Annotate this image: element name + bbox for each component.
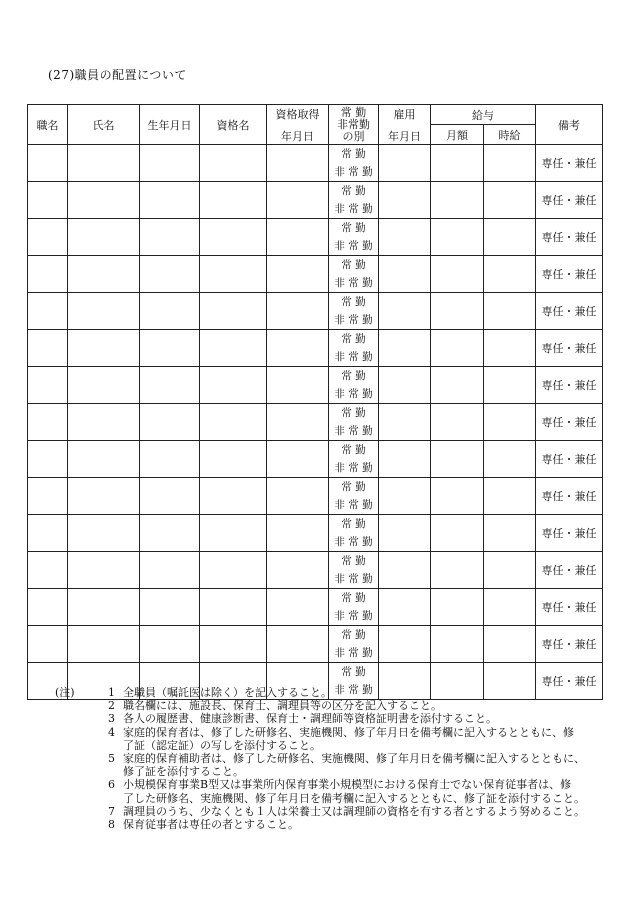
empty-cell — [431, 515, 484, 552]
empty-cell — [200, 182, 267, 219]
employment-type-cell — [329, 330, 379, 367]
employment-type-cell — [329, 182, 379, 219]
note-label — [55, 739, 93, 752]
empty-cell — [379, 552, 431, 589]
note-label — [55, 765, 93, 778]
empty-cell — [68, 404, 140, 441]
empty-cell — [379, 367, 431, 404]
type-fulltime-label: 常 勤 — [341, 444, 366, 456]
note-text: 調理員のうち、少なくとも１人は栄養士又は調理師の資格を有する者とするよう努めること。 — [123, 804, 585, 818]
employment-type-cell — [329, 256, 379, 293]
empty-cell — [379, 145, 431, 182]
empty-cell — [267, 293, 329, 330]
type-fulltime-label: 常 勤 — [341, 185, 366, 197]
remarks-cell: 専任・兼任 — [536, 219, 603, 256]
empty-cell — [267, 145, 329, 182]
note-number: 6 — [108, 778, 115, 792]
note-label — [55, 712, 93, 725]
type-parttime-label: 非 常 勤 — [334, 573, 373, 585]
empty-cell — [484, 330, 536, 367]
empty-cell — [431, 330, 484, 367]
remarks-cell: 専任・兼任 — [536, 293, 603, 330]
empty-cell — [484, 145, 536, 182]
type-fulltime-label: 常 勤 — [341, 666, 366, 678]
empty-cell — [379, 515, 431, 552]
section-title: (27)職員の配置について — [48, 68, 187, 82]
empty-cell — [28, 441, 68, 478]
empty-cell — [28, 515, 68, 552]
type-fulltime-label: 常 勤 — [341, 518, 366, 530]
note-line — [55, 752, 615, 765]
empty-cell — [28, 256, 68, 293]
empty-cell — [200, 515, 267, 552]
note-label: (注) — [55, 686, 75, 699]
note-text: 了証（認定証）の写しを添付すること。 — [123, 738, 321, 752]
table-row — [28, 404, 603, 441]
empty-cell — [379, 256, 431, 293]
note-number: 8 — [108, 818, 115, 832]
empty-cell — [140, 182, 200, 219]
empty-cell — [484, 404, 536, 441]
empty-cell — [431, 552, 484, 589]
empty-cell — [200, 404, 267, 441]
employment-type-cell — [329, 404, 379, 441]
type-parttime-label: 非 常 勤 — [334, 462, 373, 474]
employment-type-cell — [329, 367, 379, 404]
empty-cell — [68, 219, 140, 256]
empty-cell — [200, 145, 267, 182]
empty-cell — [200, 293, 267, 330]
empty-cell — [68, 367, 140, 404]
note-label — [55, 699, 93, 712]
note-line — [55, 712, 615, 725]
empty-cell — [379, 182, 431, 219]
empty-cell — [484, 478, 536, 515]
empty-cell — [140, 515, 200, 552]
empty-cell — [68, 182, 140, 219]
note-line — [55, 739, 615, 752]
empty-cell — [267, 589, 329, 626]
empty-cell — [200, 441, 267, 478]
table-row — [28, 478, 603, 515]
note-number: 2 — [108, 699, 115, 713]
notes — [55, 686, 615, 831]
type-fulltime-label: 常 勤 — [341, 407, 366, 419]
empty-cell — [28, 478, 68, 515]
empty-cell — [431, 256, 484, 293]
table-body — [28, 145, 603, 700]
header-hire-line1: 雇用 — [393, 107, 416, 121]
type-parttime-label: 非 常 勤 — [334, 314, 373, 326]
empty-cell — [267, 515, 329, 552]
note-number: 1 — [108, 686, 115, 699]
type-fulltime-label: 常 勤 — [341, 296, 366, 308]
empty-cell — [68, 256, 140, 293]
note-number — [93, 792, 123, 805]
employment-type-cell — [329, 293, 379, 330]
empty-cell — [267, 552, 329, 589]
note-line — [55, 778, 615, 791]
type-parttime-label: 非 常 勤 — [334, 425, 373, 437]
header-remarks: 備考 — [536, 105, 603, 145]
empty-cell — [431, 404, 484, 441]
note-label — [55, 726, 93, 739]
employment-type-cell — [329, 441, 379, 478]
employment-type-cell — [329, 626, 379, 663]
remarks-cell: 専任・兼任 — [536, 182, 603, 219]
note-number: 5 — [108, 752, 115, 766]
note-text: 全職員（嘱託医は除く）を記入すること。 — [123, 686, 332, 699]
table-row — [28, 626, 603, 663]
empty-cell — [68, 478, 140, 515]
note-text: 職名欄には、施設長、保育士、調理員等の区分を記入すること。 — [123, 699, 442, 713]
empty-cell — [200, 589, 267, 626]
table-row — [28, 293, 603, 330]
empty-cell — [431, 441, 484, 478]
empty-cell — [431, 367, 484, 404]
remarks-cell: 専任・兼任 — [536, 663, 603, 700]
empty-cell — [484, 552, 536, 589]
empty-cell — [267, 404, 329, 441]
note-line — [55, 726, 615, 739]
empty-cell — [200, 626, 267, 663]
empty-cell — [140, 404, 200, 441]
empty-cell — [140, 626, 200, 663]
note-number: 4 — [108, 725, 115, 739]
empty-cell — [28, 589, 68, 626]
empty-cell — [484, 367, 536, 404]
type-parttime-label: 非 常 勤 — [334, 388, 373, 400]
empty-cell — [28, 626, 68, 663]
table-row — [28, 256, 603, 293]
note-number — [93, 739, 123, 752]
header-qual-date-line2: 年月日 — [281, 129, 314, 143]
note-label — [55, 818, 93, 831]
type-parttime-label: 非 常 勤 — [334, 684, 373, 696]
header-hourly: 時給 — [484, 125, 536, 145]
remarks-cell: 専任・兼任 — [536, 404, 603, 441]
empty-cell — [267, 478, 329, 515]
note-number: 3 — [108, 712, 115, 726]
remarks-cell: 専任・兼任 — [536, 478, 603, 515]
note-text: 家庭的保育者は、修了した研修名、実施機関、修了年月日を備考欄に記入するとともに、修 — [123, 725, 574, 739]
empty-cell — [140, 552, 200, 589]
empty-cell — [28, 367, 68, 404]
empty-cell — [200, 552, 267, 589]
empty-cell — [484, 182, 536, 219]
note-number: 7 — [108, 804, 115, 818]
remarks-cell: 専任・兼任 — [536, 626, 603, 663]
type-parttime-label: 非 常 勤 — [334, 203, 373, 215]
empty-cell — [68, 552, 140, 589]
note-text: 保育従事者は専任の者とすること。 — [123, 818, 299, 832]
table-row — [28, 145, 603, 182]
note-line — [55, 765, 615, 778]
type-parttime-label: 非 常 勤 — [334, 499, 373, 511]
type-fulltime-label: 常 勤 — [341, 555, 366, 567]
empty-cell — [379, 219, 431, 256]
empty-cell — [267, 330, 329, 367]
empty-cell — [68, 145, 140, 182]
type-parttime-label: 非 常 勤 — [334, 351, 373, 363]
empty-cell — [140, 256, 200, 293]
empty-cell — [140, 219, 200, 256]
empty-cell — [379, 478, 431, 515]
empty-cell — [484, 441, 536, 478]
note-number — [93, 765, 123, 778]
empty-cell — [140, 330, 200, 367]
header-type-line3: の別 — [342, 129, 365, 143]
empty-cell — [140, 293, 200, 330]
empty-cell — [484, 293, 536, 330]
remarks-cell: 専任・兼任 — [536, 552, 603, 589]
empty-cell — [200, 219, 267, 256]
type-fulltime-label: 常 勤 — [341, 592, 366, 604]
empty-cell — [379, 626, 431, 663]
empty-cell — [267, 441, 329, 478]
empty-cell — [431, 219, 484, 256]
note-text: 小規模保育事業B型又は事業所内保育事業小規模型における保育士でない保育従事者は、修 — [123, 778, 572, 792]
type-parttime-label: 非 常 勤 — [334, 277, 373, 289]
empty-cell — [267, 367, 329, 404]
empty-cell — [28, 219, 68, 256]
empty-cell — [140, 441, 200, 478]
empty-cell — [68, 441, 140, 478]
note-text: 家庭的保育補助者は、修了した研修名、実施機関、修了年月日を備考欄に記入するとともに、 — [123, 752, 585, 766]
table-row — [28, 441, 603, 478]
empty-cell — [68, 626, 140, 663]
empty-cell — [68, 330, 140, 367]
empty-cell — [267, 182, 329, 219]
table-row — [28, 330, 603, 367]
empty-cell — [200, 256, 267, 293]
employment-type-cell — [329, 145, 379, 182]
header-salary: 給与 — [431, 105, 536, 125]
empty-cell — [431, 182, 484, 219]
remarks-cell: 専任・兼任 — [536, 256, 603, 293]
empty-cell — [140, 145, 200, 182]
empty-cell — [484, 626, 536, 663]
table-row — [28, 219, 603, 256]
note-text: 各人の履歴書、健康診断書、保育士・調理師等資格証明書を添付すること。 — [123, 712, 497, 726]
employment-type-cell — [329, 478, 379, 515]
empty-cell — [431, 145, 484, 182]
remarks-cell: 専任・兼任 — [536, 589, 603, 626]
note-label — [55, 752, 93, 765]
empty-cell — [379, 293, 431, 330]
empty-cell — [200, 367, 267, 404]
remarks-cell: 専任・兼任 — [536, 145, 603, 182]
header-qual-date-line1: 資格取得 — [275, 107, 320, 121]
type-parttime-label: 非 常 勤 — [334, 166, 373, 178]
empty-cell — [140, 367, 200, 404]
empty-cell — [379, 441, 431, 478]
empty-cell — [68, 293, 140, 330]
remarks-cell: 専任・兼任 — [536, 330, 603, 367]
empty-cell — [200, 330, 267, 367]
type-fulltime-label: 常 勤 — [341, 259, 366, 271]
table-row — [28, 589, 603, 626]
header-hire-line2: 年月日 — [388, 129, 421, 143]
empty-cell — [431, 626, 484, 663]
empty-cell — [68, 515, 140, 552]
employment-type-cell — [329, 552, 379, 589]
header-monthly: 月額 — [431, 125, 484, 145]
note-label — [55, 805, 93, 818]
note-line — [55, 686, 615, 699]
header-qualification: 資格名 — [200, 105, 267, 145]
header-job: 職名 — [28, 105, 68, 145]
type-parttime-label: 非 常 勤 — [334, 240, 373, 252]
remarks-cell: 専任・兼任 — [536, 367, 603, 404]
empty-cell — [267, 256, 329, 293]
table-row — [28, 367, 603, 404]
type-parttime-label: 非 常 勤 — [334, 536, 373, 548]
type-fulltime-label: 常 勤 — [341, 370, 366, 382]
empty-cell — [28, 552, 68, 589]
header-employment-type — [329, 105, 379, 145]
type-parttime-label: 非 常 勤 — [334, 647, 373, 659]
header-type-line1: 常 勤 — [340, 105, 367, 119]
empty-cell — [379, 404, 431, 441]
empty-cell — [379, 589, 431, 626]
header-birth: 生年月日 — [140, 105, 200, 145]
header-type-line2: 非常勤 — [337, 117, 370, 131]
type-fulltime-label: 常 勤 — [341, 222, 366, 234]
table-row — [28, 552, 603, 589]
empty-cell — [431, 478, 484, 515]
table-row — [28, 515, 603, 552]
note-line — [55, 792, 615, 805]
empty-cell — [140, 589, 200, 626]
empty-cell — [200, 478, 267, 515]
empty-cell — [267, 219, 329, 256]
note-line — [55, 818, 615, 831]
note-line — [55, 699, 615, 712]
empty-cell — [28, 182, 68, 219]
type-fulltime-label: 常 勤 — [341, 629, 366, 641]
note-label — [55, 792, 93, 805]
note-text: 修了証を添付すること。 — [123, 765, 244, 779]
remarks-cell: 専任・兼任 — [536, 441, 603, 478]
table-row — [28, 182, 603, 219]
employment-type-cell — [329, 219, 379, 256]
empty-cell — [28, 330, 68, 367]
type-fulltime-label: 常 勤 — [341, 481, 366, 493]
empty-cell — [431, 293, 484, 330]
header-hire-date — [379, 105, 431, 145]
type-parttime-label: 非 常 勤 — [334, 610, 373, 622]
header-name: 氏名 — [68, 105, 140, 145]
note-text: 了した研修名、実施機関、修了年月日を備考欄に記入するとともに、修了証を添付すること。 — [123, 791, 585, 805]
empty-cell — [28, 293, 68, 330]
remarks-cell: 専任・兼任 — [536, 515, 603, 552]
empty-cell — [379, 330, 431, 367]
empty-cell — [484, 515, 536, 552]
note-line — [55, 805, 615, 818]
staff-table — [27, 104, 603, 700]
empty-cell — [484, 219, 536, 256]
empty-cell — [28, 145, 68, 182]
empty-cell — [267, 626, 329, 663]
empty-cell — [28, 404, 68, 441]
empty-cell — [484, 589, 536, 626]
empty-cell — [431, 589, 484, 626]
type-fulltime-label: 常 勤 — [341, 148, 366, 160]
employment-type-cell — [329, 515, 379, 552]
employment-type-cell — [329, 589, 379, 626]
empty-cell — [140, 478, 200, 515]
header-qual-date — [267, 105, 329, 145]
note-label — [55, 778, 93, 791]
type-fulltime-label: 常 勤 — [341, 333, 366, 345]
empty-cell — [484, 256, 536, 293]
empty-cell — [68, 589, 140, 626]
